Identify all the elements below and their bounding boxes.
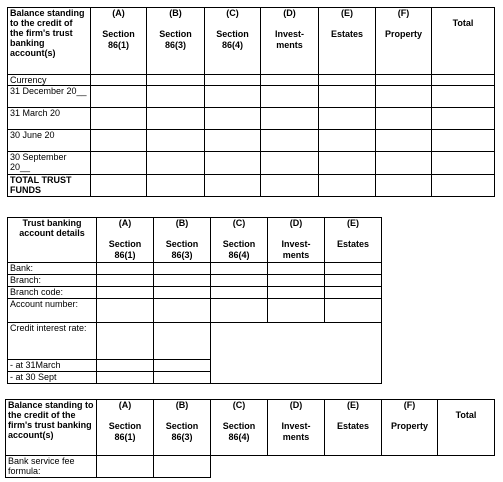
column-header-e: (E) Estates [325,218,382,263]
table-row [8,130,495,152]
row-label-credit-interest: Credit interest rate: [8,323,97,360]
table-row [8,152,495,175]
column-header-d: (D) Invest-ments [261,8,319,75]
table-row [8,275,382,287]
column-header-b: (B) Section 86(3) [154,400,211,456]
column-header-e: (E) Estates [319,8,376,75]
balance-table [7,7,495,197]
column-header-f: (F) Property [376,8,432,75]
row-label-interest-30-sept: - at 30 Sept [8,372,97,384]
row-label-bank: Bank: [8,263,97,275]
column-header-d: (D) Invest-ments [268,400,325,456]
table-row [8,86,495,108]
column-header-total: Total [438,400,495,456]
table-row [8,287,382,299]
row-label-branch: Branch: [8,275,97,287]
row-label-30-june: 30 June 20 [8,130,91,152]
table-row [8,75,495,86]
column-header-c: (C) Section 86(4) [205,8,261,75]
row-label-branch-code: Branch code: [8,287,97,299]
column-header-total: Total [432,8,495,75]
account-details-corner: Trust banking account details [8,218,97,263]
column-header-b: (B) Section 86(3) [147,8,205,75]
row-label-currency: Currency [8,75,91,86]
column-header-c: (C) Section 86(4) [211,218,268,263]
column-header-f: (F) Property [382,400,438,456]
table-row [8,175,495,197]
column-header-d: (D) Invest-ments [268,218,325,263]
balance-table-corner: Balance standing to the credit of the firm's trust banking account(s) [8,8,91,75]
row-label-total-trust-funds: TOTAL TRUST FUNDS [8,175,91,197]
column-header-a: (A) Section 86(1) [97,218,154,263]
account-details-table [7,217,382,384]
row-label-31-december: 31 December 20__ [8,86,91,108]
row-label-30-september: 30 September 20__ [8,152,91,175]
column-header-c: (C) Section 86(4) [211,400,268,456]
table-row [8,323,382,360]
row-label-31-march: 31 March 20 [8,108,91,130]
column-header-e: (E) Estates [325,400,382,456]
column-header-a: (A) Section 86(1) [91,8,147,75]
service-fee-table [5,399,495,478]
row-label-bank-service-fee: Bank service fee formula: [6,456,97,478]
column-header-a: (A) Section 86(1) [97,400,154,456]
column-header-b: (B) Section 86(3) [154,218,211,263]
table-row [8,108,495,130]
table-row [8,299,382,323]
row-label-interest-31-march: - at 31March [8,360,97,372]
blank-area [211,323,382,384]
table-row [6,456,495,478]
table-row [8,263,382,275]
row-label-account-number: Account number: [8,299,97,323]
service-fee-corner: Balance standing to the credit of the firm's trust banking account(s) [6,400,97,456]
